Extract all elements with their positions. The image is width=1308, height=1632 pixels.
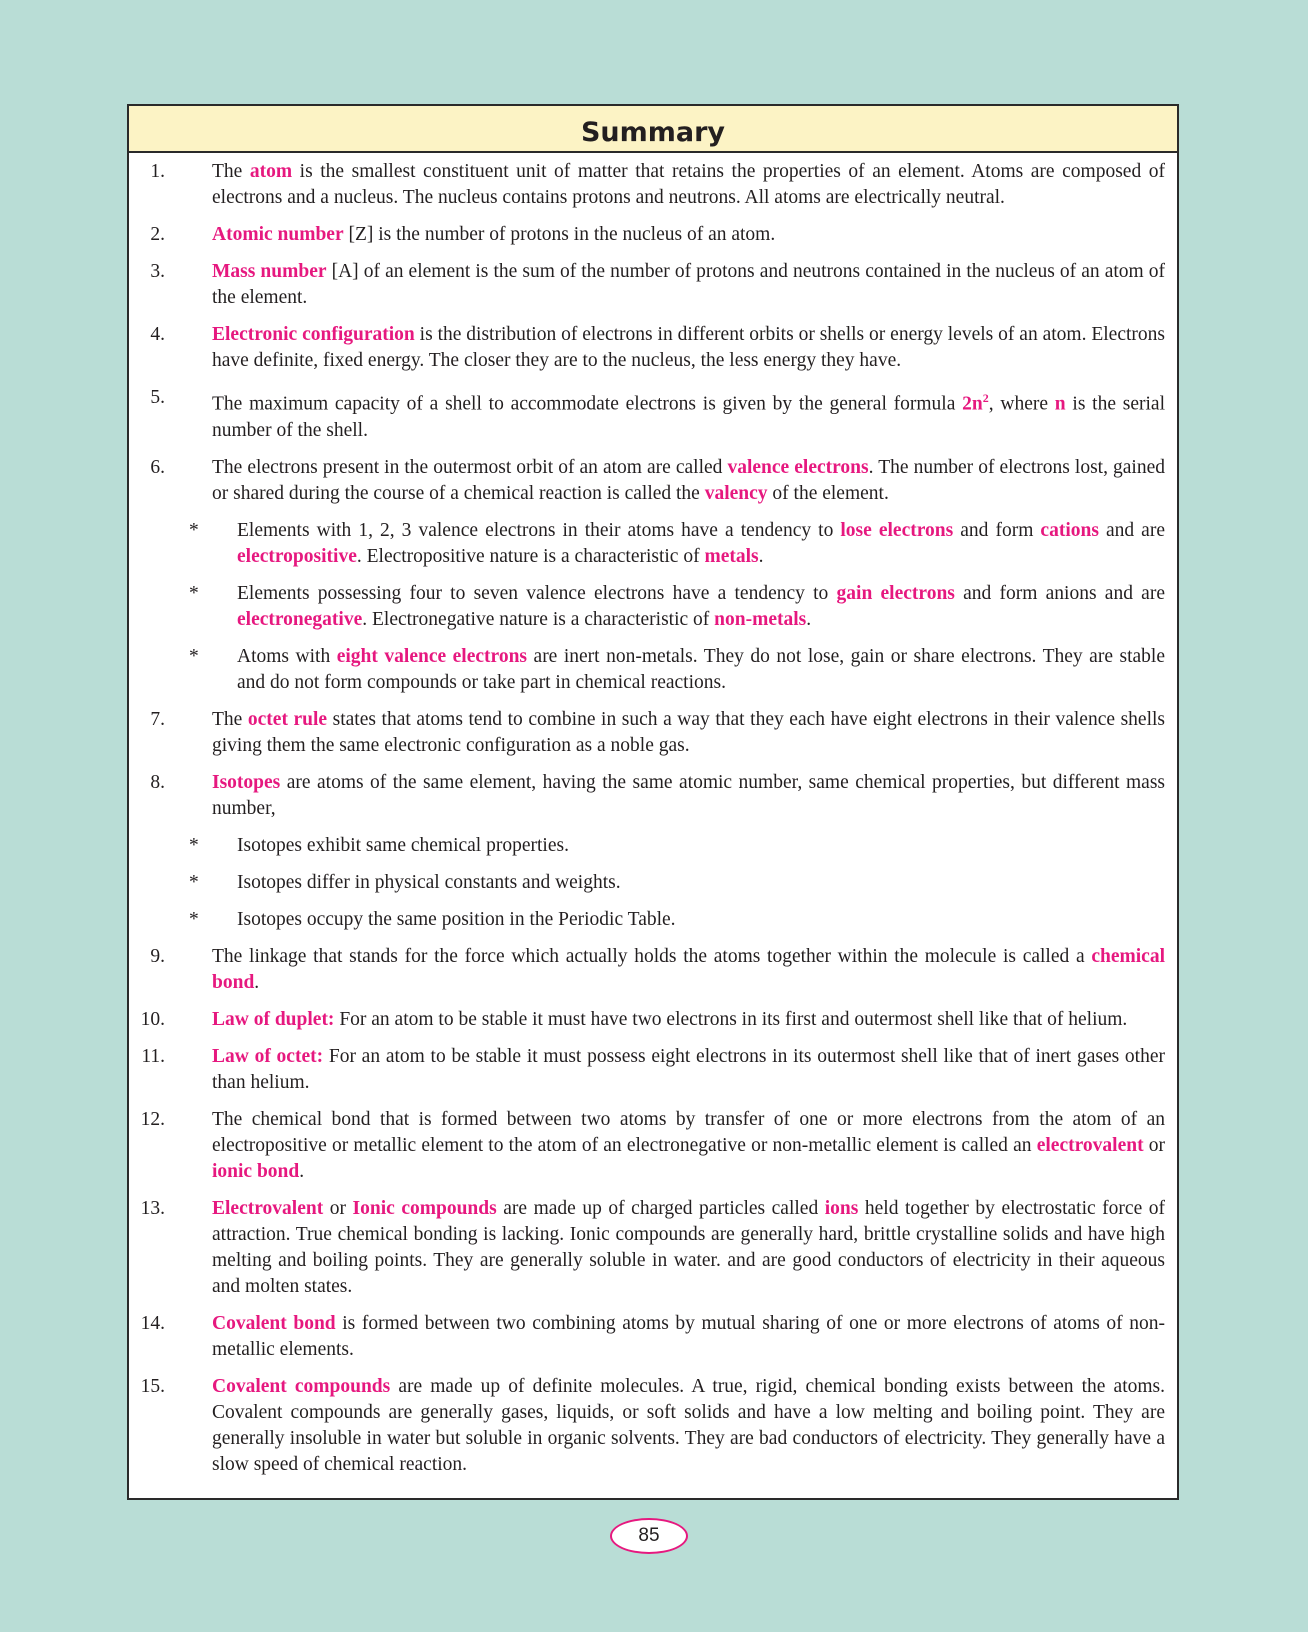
item-number: 10. [140, 1008, 165, 1030]
item-text: The atom is the smallest constituent unit of matter that retains the properties of an element. Atoms are composed of electrons and a nucleus. The nucleus contains protons and neutrons. All atoms are electrically neutral. [212, 161, 1165, 208]
item-text: Electrovalent or Ionic compounds are made up of charged particles called ions held together by electrostatic force of attraction. True chemical bonding is lacking. Ionic compounds are generally hard, brittle crystalline solids and have high melting and boiling points. They are generally soluble in water. and are good conductors of electricity in their aqueous and molten states. [212, 1197, 1166, 1297]
sub-item-text: Elements with 1, 2, 3 valence electrons in their atoms have a tendency to lose electrons and form cations and are electropositive. Electropositive nature is a characteristic of metals. [237, 519, 1165, 567]
sub-list-item [129, 833, 1165, 859]
bullet-star: * [189, 908, 199, 930]
page-number: 85 [638, 1525, 660, 1546]
list-item [129, 770, 1165, 822]
list-item [129, 455, 1165, 507]
summary-box [127, 104, 1179, 1500]
list-item [129, 707, 1165, 759]
sub-list-item [129, 581, 1165, 633]
bullet-star: * [189, 834, 199, 856]
sub-item-text: Atoms with eight valence electrons are inert non-metals. They do not lose, gain or share electrons. They are stable and do not form compounds or take part in chemical reactions. [237, 645, 1165, 693]
sub-item-text: Elements possessing four to seven valence electrons have a tendency to gain electrons and form anions and are electronegative. Electronegative nature is a characteristic of non-metals. [237, 582, 1165, 630]
list-item [129, 159, 1165, 211]
summary-header [129, 106, 1177, 153]
item-number: 9. [150, 945, 165, 967]
item-number: 15. [140, 1375, 165, 1397]
item-number: 13. [140, 1197, 165, 1219]
item-number: 12. [140, 1108, 165, 1130]
item-number: 5. [150, 387, 165, 408]
list-item [129, 1196, 1165, 1300]
list-item [129, 259, 1165, 311]
bullet-star: * [189, 519, 199, 541]
sub-list-item [129, 870, 1165, 896]
sub-list-item [129, 518, 1165, 570]
list-item [129, 1107, 1165, 1185]
item-text: The chemical bond that is formed between two atoms by transfer of one or more electrons from the atom of an electropositive or metallic element to the atom of an electronegative or non-metallic element is called an electrovalent or ionic bond. [212, 1108, 1165, 1182]
item-number: 8. [150, 771, 165, 793]
item-number: 7. [150, 708, 165, 730]
item-text: Electronic configuration is the distribution of electrons in different orbits or shells or energy levels of an atom. Electrons have definite, fixed energy. The closer they are to the nucleus, the less energy they have. [212, 324, 1165, 371]
item-text: Law of duplet: For an atom to be stable it must have two electrons in its first and outermost shell like that of helium. [212, 1008, 1128, 1030]
list-item [129, 385, 1165, 444]
item-text: The maximum capacity of a shell to accommodate electrons is given by the general formula $2n^2$, where n is the serial number of the shell. [212, 391, 1165, 441]
list-item [129, 1311, 1165, 1363]
item-text: Covalent compounds are made up of definite molecules. A true, rigid, chemical bonding exists between the atoms. Covalent compounds are generally gases, liquids, or soft solids and have a low melting and boiling point. They are generally insoluble in water but soluble in organic solvents. They are bad conductors of electricity. They generally have a slow speed of chemical reaction. [212, 1375, 1165, 1475]
item-text: Covalent bond is formed between two combining atoms by mutual sharing of one or more electrons of atoms of non-metallic elements. [212, 1312, 1166, 1360]
list-item [129, 322, 1165, 374]
list-item [129, 1044, 1165, 1096]
bullet-star: * [189, 582, 199, 604]
item-number: 11. [141, 1045, 165, 1067]
list-item [129, 222, 1165, 248]
item-number: 1. [150, 161, 165, 182]
item-text: The linkage that stands for the force which actually holds the atoms together within the molecule is called a chemical bond. [212, 945, 1165, 993]
list-item [129, 944, 1165, 996]
item-text: Isotopes are atoms of the same element, having the same atomic number, same chemical properties, but different mass number, [212, 771, 1165, 819]
sub-list-item [129, 907, 1165, 933]
summary-title: Summary [580, 117, 726, 148]
bullet-star: * [189, 645, 199, 667]
bullet-star: * [189, 871, 199, 893]
item-number: 14. [140, 1312, 165, 1334]
list-item [129, 1007, 1165, 1033]
item-text: The octet rule states that atoms tend to combine in such a way that they each have eight electrons in their valence shells giving them the same electronic configuration as a noble gas. [212, 708, 1165, 756]
item-text: Atomic number [Z] is the number of protons in the nucleus of an atom. [212, 224, 776, 245]
sub-item-text: Isotopes exhibit same chemical properties. [237, 834, 569, 856]
sub-list-item [129, 644, 1165, 696]
item-number: 4. [150, 324, 165, 345]
page-number-badge [610, 1518, 688, 1554]
item-number: 2. [150, 224, 165, 245]
item-number: 6. [150, 456, 165, 478]
sub-item-text: Isotopes occupy the same position in the Periodic Table. [237, 908, 676, 930]
summary-list [129, 153, 1177, 1478]
item-text: Law of octet: For an atom to be stable it must possess eight electrons in its outermost shell like that of inert gases other than helium. [212, 1045, 1166, 1093]
item-number: 3. [150, 261, 165, 282]
list-item [129, 1374, 1165, 1478]
sub-item-text: Isotopes differ in physical constants and weights. [237, 871, 621, 893]
item-text: The electrons present in the outermost orbit of an atom are called valence electrons. The number of electrons lost, gained or shared during the course of a chemical reaction is called the valency of the element. [212, 456, 1166, 504]
item-text: Mass number [A] of an element is the sum of the number of protons and neutrons contained in the nucleus of an atom of the element. [212, 261, 1166, 308]
